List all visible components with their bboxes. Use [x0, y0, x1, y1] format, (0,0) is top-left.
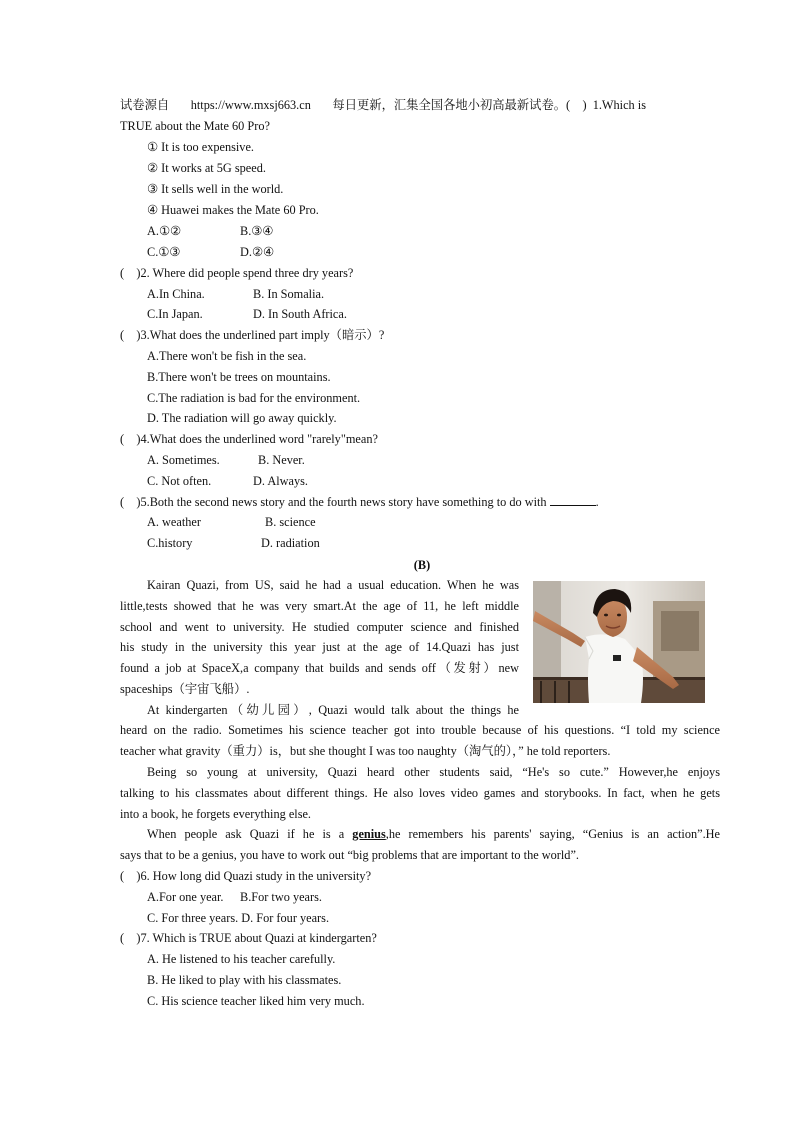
q1-stem: TRUE about the Mate 60 Pro? [120, 119, 270, 133]
passage-line: little,tests showed that he was very smart.At the age of 11, he left middle [120, 599, 519, 613]
q4-option-d: D. Always. [253, 474, 308, 488]
passage-text: When people ask Quazi if he is a [147, 827, 353, 841]
q1-option-c: C.①③ [147, 245, 181, 259]
header-source-label: 试卷源自 [120, 98, 170, 112]
q3-option-c: C.The radiation is bad for the environment. [147, 391, 361, 405]
passage-line-genius [120, 826, 720, 842]
passage-line: his study in the university this year just at the age of 14.Quazi has just [120, 640, 519, 654]
q6-stem: ( )6. How long did Quazi study in the university? [120, 869, 372, 883]
underlined-word-genius: genius [352, 827, 386, 841]
q7-option-c: C. His science teacher liked him very much. [147, 994, 365, 1008]
q5-stem: ( )5.Both the second news story and the fourth news story have something to do with [120, 495, 547, 509]
passage-line: found a job at SpaceX,a company that builds and sends off（发射）new [120, 661, 519, 675]
q5-option-a: A. weather [147, 515, 201, 529]
header-line [120, 97, 646, 113]
q1-statement: ② It works at 5G speed. [147, 161, 266, 175]
q7-stem: ( )7. Which is TRUE about Quazi at kindergarten? [120, 931, 377, 945]
q5-option-d: D. radiation [261, 536, 320, 550]
q1-statement: ④ Huawei makes the Mate 60 Pro. [147, 203, 319, 217]
q6-option-b: B.For two years. [240, 890, 322, 904]
passage-line: teacher what gravity（重力）is，but she thought I was too naughty（淘气的），” he told reporters. [120, 744, 611, 758]
passage-line: says that to be a genius, you have to work out “big problems that are important to the world”. [120, 848, 579, 862]
q1-option-d: D.②④ [240, 245, 275, 259]
passage-line: into a book, he forgets everything else. [120, 807, 312, 821]
q6-option-a: A.For one year. [147, 890, 224, 904]
q1-option-b: B.③④ [240, 224, 274, 238]
passage-line: At kindergarten（幼儿园）, Quazi would talk about the things he [147, 703, 519, 717]
student-photo-illustration [533, 581, 705, 703]
q3-option-b: B.There won't be trees on mountains. [147, 370, 331, 384]
q2-option-a: A.In China. [147, 287, 205, 301]
q2-stem: ( )2. Where did people spend three dry years? [120, 266, 354, 280]
q3-option-d: D. The radiation will go away quickly. [147, 411, 337, 425]
passage-text: ,he remembers his parents' saying, “Genius is an action”.He [385, 827, 720, 841]
q5-stem-line [120, 494, 599, 510]
q4-option-a: A. Sometimes. [147, 453, 220, 467]
q2-option-c: C.In Japan. [147, 307, 203, 321]
passage-line: heard on the radio. Sometimes his science teacher got into trouble because of his questions. “I told my science [120, 723, 720, 737]
header-slogan: 每日更新，汇集全国各地小初高最新试卷。 [332, 98, 567, 112]
q4-stem: ( )4.What does the underlined word "rarely"mean? [120, 432, 378, 446]
q6-option-c-d: C. For three years. D. For four years. [147, 911, 330, 925]
header-url[interactable]: https://www.mxsj663.cn [190, 98, 311, 112]
q3-stem: ( )3.What does the underlined part imply（暗示）? [120, 328, 385, 342]
q7-option-b: B. He liked to play with his classmates. [147, 973, 342, 987]
answer-blank [550, 494, 596, 506]
q5-stem-end: . [595, 495, 599, 509]
passage-line: Being so young at university, Quazi heard other students said, “He's so cute.” However,he enjoys [147, 765, 720, 779]
q1-option-a: A.①② [147, 224, 182, 238]
q7-option-a: A. He listened to his teacher carefully. [147, 952, 336, 966]
passage-line: spaceships（宇宙飞船）. [120, 682, 250, 696]
q3-option-a: A.There won't be fish in the sea. [147, 349, 307, 363]
q2-option-b: B. In Somalia. [253, 287, 325, 301]
q4-option-c: C. Not often. [147, 474, 212, 488]
q1-paren: ( ) [566, 98, 587, 112]
passage-line: Kairan Quazi, from US, said he had a usual education. When he was [147, 578, 519, 592]
student-photo [533, 581, 705, 703]
q1-statement: ③ It sells well in the world. [147, 182, 284, 196]
section-b-heading: (B) [413, 558, 431, 572]
passage-line: school and went to university. He studied computer science and finished [120, 620, 519, 634]
q2-option-d: D. In South Africa. [253, 307, 347, 321]
q5-option-b: B. science [265, 515, 316, 529]
q5-option-c: C.history [147, 536, 193, 550]
passage-line: talking to his classmates about different things. He also loves video games and storybooks. In fact, when he gets [120, 786, 720, 800]
q1-stem-start: 1.Which is [592, 98, 646, 112]
q1-statement: ① It is too expensive. [147, 140, 254, 154]
q4-option-b: B. Never. [258, 453, 305, 467]
